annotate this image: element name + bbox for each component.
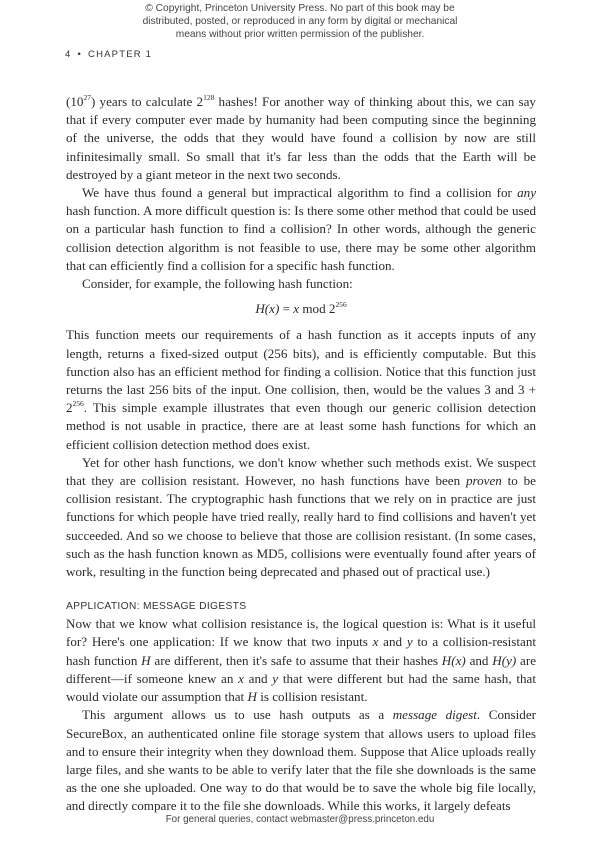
paragraph	[66, 93, 536, 184]
paragraph	[66, 706, 536, 815]
text-run: ) years to calculate 2	[90, 94, 204, 109]
chapter-label: CHAPTER 1	[88, 49, 153, 60]
page-number: 4	[65, 49, 72, 60]
paragraph	[66, 326, 536, 453]
text-run: Now that we know what collision resistance is, the logical question is: What is it useful for? Here's one application: If we know that two inputs	[66, 616, 536, 650]
copyright-notice	[0, 2, 600, 41]
emphasis: message digest	[392, 707, 477, 723]
math-var: y	[406, 634, 413, 650]
emphasis: any	[517, 185, 536, 201]
text-run: This argument allows us to use hash outputs as a	[82, 707, 393, 723]
footer-contact: For general queries, contact webmaster@press.princeton.edu	[165, 814, 435, 825]
text-run: and	[378, 634, 407, 650]
math-var: H(y)	[492, 652, 517, 668]
running-head	[65, 49, 152, 60]
paragraph: Consider, for example, the following hash function:	[82, 276, 353, 292]
equation	[66, 300, 536, 318]
superscript: 256	[72, 399, 84, 409]
copyright-line: means without prior written permission of the publisher.	[175, 29, 425, 40]
text-run: and	[465, 652, 493, 668]
text-run: (10	[66, 94, 84, 109]
equation-operator: =	[279, 301, 294, 317]
paragraph	[66, 615, 536, 706]
text-run: Yet for other hash functions, we don't know whether such methods exist. We suspect that they are collision resistant. However, no hash functions have been	[66, 454, 536, 489]
bullet-separator: •	[77, 49, 83, 60]
text-run: that were different but had the same hash, that would violate our assumption that	[66, 670, 536, 705]
text-run: We have thus found a general but impractical algorithm to find a collision for	[82, 185, 518, 201]
text-run: are different—if someone knew an	[66, 652, 537, 686]
math-var: H(x)	[441, 652, 466, 668]
body-text	[66, 93, 536, 816]
paragraph	[66, 184, 536, 275]
copyright-line: distributed, posted, or reproduced in any form by digital or mechanical	[142, 16, 458, 27]
math-var: H	[141, 652, 151, 668]
superscript: 128	[203, 93, 215, 102]
math-var: y	[272, 670, 279, 686]
text-run: to be collision resistant. The cryptographic hash functions that we rely on in practice are just functions for which people have tried really, really hard to find collisions and haven't yet succeeded. And so we choose to believe that those are collision resistant. (In some cases, such as the hash function known as MD5, collisions were eventually found after years of work, resulting in the function being deprecated and phased out of practical use.)	[66, 473, 536, 580]
text-run: is collision resistant.	[256, 689, 368, 705]
text-run: . Consider SecureBox, an authenticated online file storage system that allows users to upload files and to ensure their integrity when they download them. Suppose that Alice uploads really large files, and she wants to be able to verify later that the file she downloads is the same as the one she uploaded. One way to do that would be to save the whole big file locally, and directly compare it to the file she downloads. While this works, it largely defeats	[66, 707, 537, 814]
equation-variable: x	[293, 301, 300, 317]
equation-lhs: H(x)	[255, 301, 280, 317]
paragraph	[66, 454, 536, 581]
text-run: hashes! For another way of thinking about this, we can say that if every computer ever made by humanity had been computing since the beginning of the universe, the odds that they would have found a collision by now are still infinitesimally small. So small that it's far less than the odds that the Earth will be destroyed by a giant meteor in the next two seconds.	[66, 94, 536, 182]
text-run: to a collision-resistant hash function	[66, 634, 537, 668]
math-var: x	[238, 670, 244, 686]
emphasis: proven	[465, 473, 502, 489]
text-run: . This simple example illustrates that even though our generic collision detection method is not usable in practice, there are at least some hash functions for which an efficient collision detection method does exist.	[66, 400, 536, 452]
math-var: x	[372, 634, 379, 650]
math-var: H	[247, 689, 257, 705]
superscript: 256	[335, 300, 347, 310]
text-run: are different, then it's safe to assume that their hashes	[150, 652, 442, 668]
copyright-line: © Copyright, Princeton University Press. No part of this book may be	[145, 3, 455, 14]
text-run: hash function. A more difficult question is: Is there some other method that could be used on a particular hash function to find a collision? In other words, although the generic collision detection algorithm is not feasible to use, there may be some other algorithm that can efficiently find a collision for a specific hash function.	[66, 203, 536, 273]
text-run: This function meets our requirements of a hash function as it accepts inputs of any length, returns a fixed-sized output (256 bits), and is efficiently computable. But this function also has an efficient method for finding a collision. Notice that this function just returns the last 256 bits of the input. One collision, then, would be the values 3 and 3 + 2	[66, 327, 536, 416]
text-run: and	[243, 670, 273, 686]
equation-mod: mod 2	[299, 301, 336, 317]
superscript: 27	[83, 93, 91, 102]
section-heading: APPLICATION: MESSAGE DIGESTS	[66, 601, 247, 613]
